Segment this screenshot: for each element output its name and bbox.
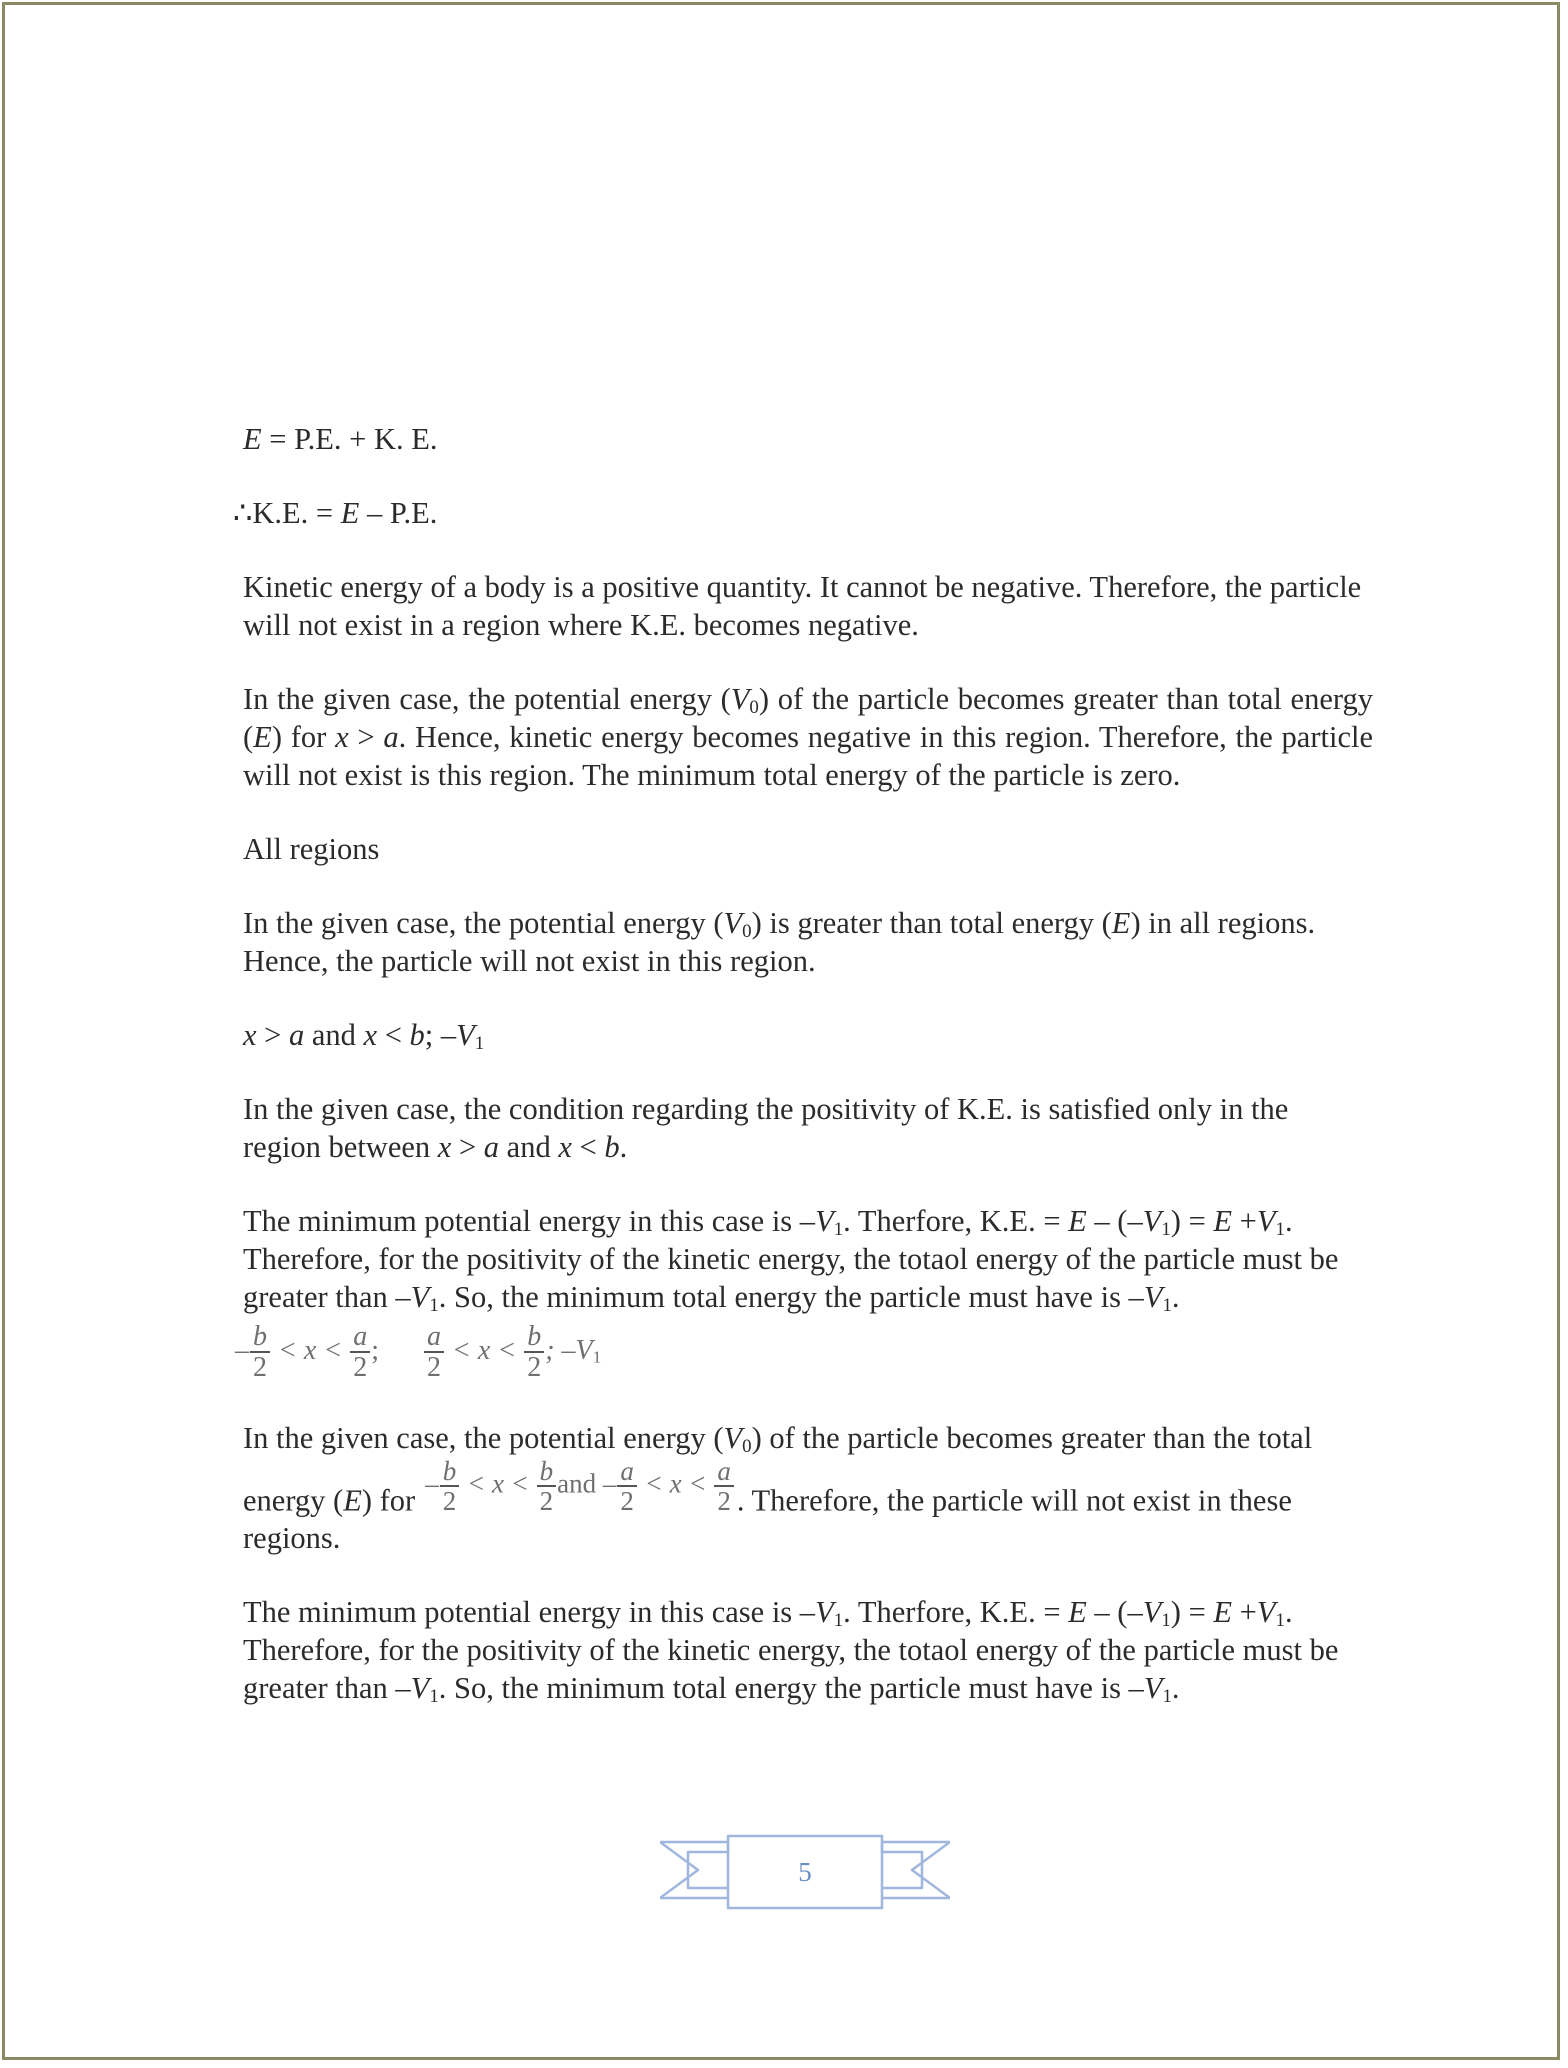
symbol-E: E: [253, 720, 272, 754]
symbol-E: E: [243, 422, 262, 456]
symbol-V: V: [410, 1671, 430, 1706]
numerator: a: [427, 1321, 441, 1352]
heading-x-between-a-b: [243, 1016, 1373, 1054]
numerator: b: [253, 1321, 267, 1352]
text: ) of the particle becomes greater than total energy (: [243, 682, 1373, 754]
subscript: 1: [833, 1219, 844, 1241]
text: .: [619, 1130, 628, 1164]
equation-energy-sum: [243, 420, 1373, 458]
symbol-E: E: [1068, 1595, 1087, 1630]
text: .: [1171, 1671, 1180, 1706]
inline-interval-formula: [425, 1457, 735, 1516]
symbol-V: V: [1256, 1595, 1276, 1630]
symbol-V: V: [1143, 1671, 1163, 1706]
text: <: [571, 1130, 605, 1164]
paragraph-minimum-energy-2: [243, 1593, 1373, 1707]
symbol-V: V: [1142, 1595, 1162, 1630]
symbol-E: E: [1213, 1204, 1233, 1238]
symbol-a: a: [483, 1130, 500, 1164]
subscript: 1: [1161, 1610, 1171, 1632]
text: ; –V: [545, 1334, 593, 1366]
paragraph-minimum-energy-1: [243, 1202, 1373, 1316]
symbol-b: b: [409, 1018, 425, 1052]
denominator: 2: [440, 1485, 460, 1515]
text: ) of the particle becomes greater than the total energy (: [243, 1420, 1313, 1518]
text: >: [256, 1018, 289, 1052]
text: .: [1171, 1280, 1180, 1314]
text: +: [1232, 1204, 1257, 1238]
subscript: 1: [1275, 1219, 1285, 1241]
symbol-E: E: [343, 1483, 362, 1518]
symbol-V: V: [730, 682, 750, 716]
page-number: 5: [798, 1857, 812, 1887]
paragraph-case-1: [243, 680, 1373, 794]
symbol-V: V: [815, 1595, 834, 1630]
equation-kinetic-energy: [233, 494, 1373, 532]
fraction: [524, 1322, 544, 1383]
subscript: 0: [749, 697, 759, 719]
text: ) in all regions. Hence, the particle will not exist in this region.: [243, 906, 1316, 978]
text: ) for: [271, 720, 336, 754]
numerator: a: [353, 1321, 368, 1352]
numerator: b: [539, 1455, 554, 1486]
fraction: [714, 1457, 734, 1516]
paragraph-case-4: [243, 1419, 1373, 1558]
text: In the given case, the condition regarding the positivity of K.E. is satisfied only in the region between: [243, 1092, 1289, 1164]
symbol-x: x: [335, 720, 349, 754]
text: ) for: [361, 1483, 416, 1518]
text: The minimum potential energy in this case is –: [243, 1204, 816, 1238]
text: . Therefore, the particle will not exist in these regions.: [243, 1483, 1292, 1556]
numerator: a: [620, 1455, 634, 1486]
text: – (–: [1086, 1204, 1143, 1238]
text: <: [377, 1018, 410, 1052]
equation-text: = P.E. + K. E.: [261, 422, 438, 456]
symbol-x: x: [558, 1130, 572, 1164]
symbol-V: V: [723, 906, 743, 940]
equation-text: ∴K.E. =: [233, 496, 341, 530]
document-body: [233, 420, 1373, 1743]
fraction: [424, 1322, 444, 1383]
numerator: b: [442, 1455, 457, 1486]
text: . Therfore, K.E. =: [843, 1595, 1069, 1630]
subscript: 1: [1162, 1686, 1172, 1708]
subscript: 1: [1275, 1610, 1285, 1632]
text: and: [499, 1130, 559, 1164]
symbol-V: V: [1143, 1280, 1163, 1314]
text: >: [348, 720, 384, 754]
text: and –: [557, 1468, 617, 1499]
text: –: [235, 1334, 249, 1366]
text: ;: [371, 1334, 379, 1366]
symbol-x: x: [243, 1018, 257, 1052]
subscript: 1: [1161, 1219, 1171, 1241]
symbol-a: a: [289, 1018, 305, 1052]
subscript: 1: [592, 1347, 602, 1367]
symbol-E: E: [1213, 1595, 1233, 1630]
text: In the given case, the potential energy (: [243, 682, 731, 716]
heading-interval-formula: [235, 1322, 1373, 1383]
equation-text: – P.E.: [359, 496, 438, 530]
fraction: [537, 1457, 557, 1516]
subscript: 1: [429, 1686, 439, 1708]
text: . Hence, kinetic energy becomes negative in this region. Therefore, the particle will not exist is this region. The minimum total energy of the particle is zero.: [243, 720, 1373, 792]
text: The minimum potential energy in this case is –: [243, 1595, 816, 1630]
text: and: [304, 1018, 364, 1052]
paragraph-case-3: [243, 1090, 1373, 1166]
text: < x <: [445, 1334, 524, 1366]
fraction: [350, 1322, 370, 1383]
symbol-V: V: [815, 1204, 834, 1238]
subscript: 1: [474, 1033, 485, 1055]
text: ) =: [1170, 1204, 1214, 1238]
text: –: [425, 1468, 439, 1499]
subscript: 0: [742, 921, 752, 943]
fraction: [617, 1457, 637, 1516]
text: ) is greater than total energy (: [751, 906, 1112, 940]
text: ) =: [1170, 1595, 1214, 1630]
heading-all-regions: All regions: [243, 832, 380, 866]
paragraph-case-2: [243, 904, 1373, 980]
symbol-a: a: [383, 720, 399, 754]
text: – (–: [1086, 1595, 1143, 1630]
text: >: [451, 1130, 484, 1164]
fraction: [440, 1457, 460, 1516]
symbol-V: V: [1142, 1204, 1162, 1238]
denominator: 2: [250, 1351, 270, 1382]
subscript: 1: [833, 1610, 844, 1632]
subscript: 1: [1162, 1295, 1172, 1317]
text: . Therefore, for the positivity of the kinetic energy, the totaol energy of the particle must be greater than –: [243, 1595, 1339, 1706]
numerator: a: [717, 1455, 731, 1486]
page-footer: [660, 1832, 950, 1912]
symbol-x: x: [437, 1130, 452, 1164]
symbol-V: V: [723, 1420, 743, 1455]
symbol-E: E: [1068, 1204, 1087, 1238]
denominator: 2: [714, 1485, 734, 1515]
numerator: b: [527, 1321, 542, 1352]
symbol-x: x: [363, 1018, 378, 1052]
text: In the given case, the potential energy (: [243, 906, 724, 940]
denominator: 2: [350, 1351, 370, 1382]
symbol-b: b: [604, 1130, 620, 1164]
subscript: 1: [429, 1295, 439, 1317]
text: In the given case, the potential energy (: [243, 1420, 724, 1455]
symbol-E: E: [340, 496, 360, 530]
denominator: 2: [537, 1485, 557, 1515]
text: +: [1232, 1595, 1257, 1630]
text: . So, the minimum total energy the particle must have is –: [438, 1671, 1144, 1706]
text: < x <: [460, 1468, 536, 1499]
symbol-E: E: [1111, 906, 1131, 940]
text: < x <: [637, 1468, 714, 1499]
symbol-V: V: [456, 1018, 475, 1052]
denominator: 2: [617, 1485, 637, 1515]
symbol-V: V: [1256, 1204, 1276, 1238]
subscript: 0: [742, 1435, 752, 1457]
fraction: [250, 1322, 270, 1383]
paragraph-kinetic-energy: Kinetic energy of a body is a positive quantity. It cannot be negative. Therefore, the particle will not exist in a region where K.E. becomes negative.: [243, 570, 1362, 642]
text: . Therefore, for the positivity of the kinetic energy, the totaol energy of the particle must be greater than –: [243, 1204, 1339, 1314]
denominator: 2: [524, 1351, 544, 1382]
text: ; –: [424, 1018, 457, 1052]
text: . Therfore, K.E. =: [843, 1204, 1069, 1238]
symbol-V: V: [410, 1280, 430, 1314]
text: . So, the minimum total energy the particle must have is –: [438, 1280, 1144, 1314]
text: < x <: [271, 1334, 350, 1366]
denominator: 2: [424, 1351, 444, 1382]
